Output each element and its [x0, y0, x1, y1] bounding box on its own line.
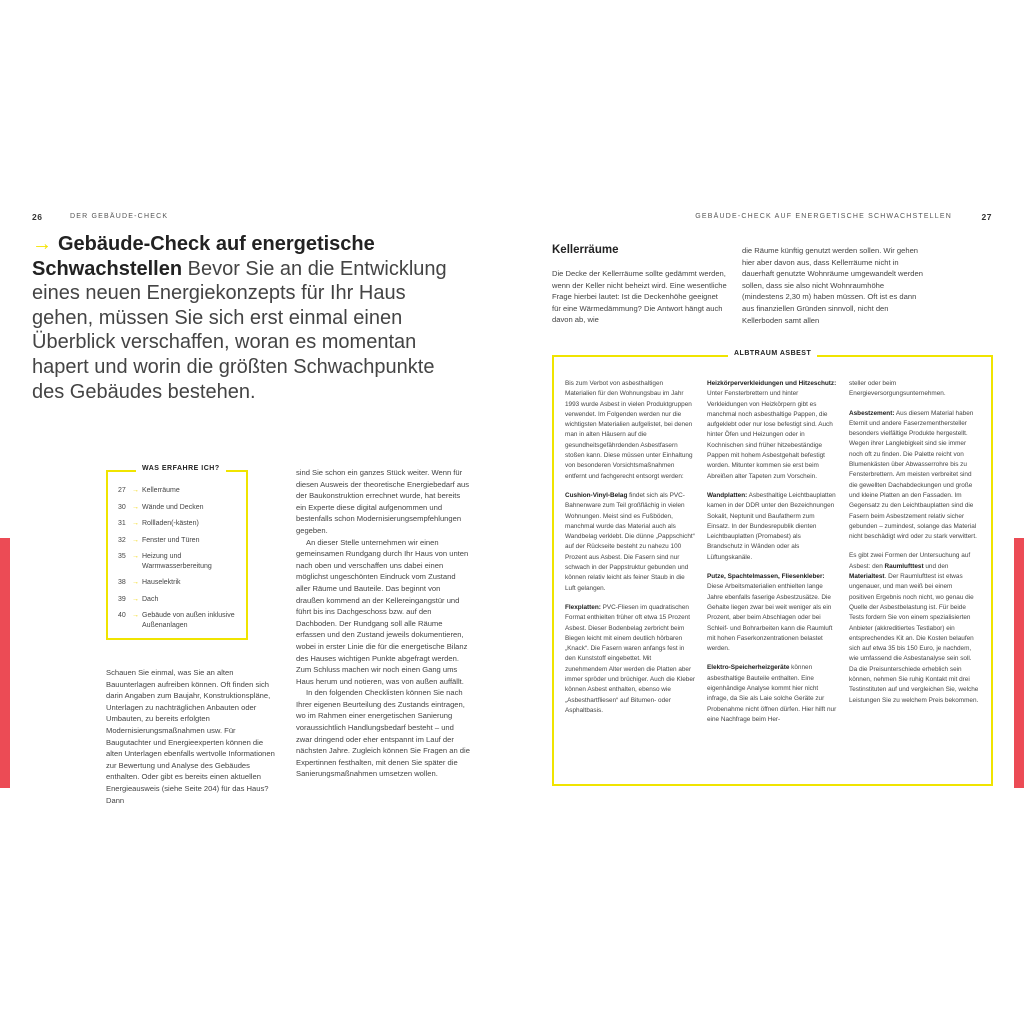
toc-item-label: Heizung und Warmwasserbereitung [142, 553, 212, 570]
box-paragraph-heading: Cushion-Vinyl-Belag [565, 491, 628, 499]
left-page-number: 26 [32, 212, 43, 222]
toc-item-page: 35 [118, 553, 126, 560]
right-running-head: GEBÄUDE-CHECK AUF ENERGETISCHE SCHWACHSTELLEN [695, 213, 952, 220]
box-paragraph-text: findet sich als PVC-Bahnenware zum Teil großflächig in vielen Wohnungen. Meist sind es Fußböden, manchmal wurde das Material auch als Wandbelag verklebt. Die dünne „Pappschicht“ auf der Rückseite besteht zu nahezu 100 Prozent aus Asbest. Die Fasern sind nur schwach in der Pappstruktur gebunden und können relativ leicht als feiner Staub in die Luft gelangen. [565, 491, 695, 592]
toc-item-label: Gebäude von außen inklusive Außenanlagen [142, 612, 235, 629]
intro-title: Gebäude-Check auf energetische Schwachstellen [32, 233, 375, 280]
box-paragraph-heading: Flexplatten: [565, 603, 601, 611]
box-paragraph-heading: Putze, Spachtelmassen, Fliesenkleber: [707, 573, 825, 581]
box-paragraph-text: Diese Arbeitsmaterialien enthielten lange Jahre ebenfalls faserige Asbestzusätze. Die Gehalte liegen zwar bei weit weniger als ein Prozent, aber beim Abschlagen oder bei Schleif- und Bohrarbeiten kann die Raumluft mit hohen Faserkonzentrationen belastet werden. [707, 583, 833, 653]
toc-item-label: Rollladen(-kästen) [142, 520, 199, 527]
toc-item [118, 595, 238, 605]
box-paragraph-text: Asbesthaltige Leichtbauplatten kamen in der DDR unter den Bezeichnungen Sokalit, Neptunit und Baufatherm zum Einsatz. In der Bundesrepublik dienten Leichtbauplatten (Promabest) als Brandschutz in Wänden oder als Lüftungskanäle. [707, 491, 836, 561]
box-paragraph-text: können asbesthaltige Bauteile enthalten. Eine eigenhändige Analyse kommt hier nicht infrage, da Sie als Laie solche Geräte zur Probenahme nicht öffnen dürfen. Hier hilft nur eine Nachfrage beim Her- [707, 664, 837, 723]
box-paragraph-text: Aus diesem Material haben Eternit und andere Faserzementhersteller besonders vielfältige Produkte hergestellt. Wegen ihrer Langlebigkeit sind sie immer noch oft zu finden. Die Palette reicht von Blumenkästen über Abwasserrohre bis zu Fensterbrettern. Am meisten verbreitet sind die gewellten Dachabdeckungen und große und kleine Platten an den Fassaden. Im Gegensatz zu den Leichtbauplatten sind die Fasern beim Asbestzement relativ sicher gebunden – zumindest, solange das Material nicht beschädigt wird oder zu stark verwittert. [849, 409, 977, 541]
arrow-right-icon: → [132, 536, 139, 544]
box-paragraph-heading: Wandplatten: [707, 491, 748, 499]
box-paragraph-text: . Der Raumlufttest ist etwas ungenauer, und man weiß bei einem positiven Ergebnis noch nicht, wo genau die Quelle der Asbestbelastung ist. Für beide Tests fordern Sie von einem spezialisierten Anbieter (akkreditiertes Testlabor) ein entsprechendes Kit an. Die Kosten belaufen sich auf etwa 35 bis 150 Euro, je nachdem, wie umfassend die Asbestanalyse sein soll. Da die Preisunterschiede erheblich sein können, nehmen Sie ruhig Kontakt mit drei Testinstituten auf und vergleichen Sie, welche Leistungen Sie zu welchem Preis bekommen. [849, 573, 979, 704]
arrow-right-icon: → [32, 233, 52, 255]
toc-item [118, 486, 238, 496]
body-paragraph: die Räume künftig genutzt werden sollen. Wir gehen hier aber davon aus, dass Kellerräume nicht in dauerhaft genutzte Wohnräume umgewandelt werden sollen, dass sie also nicht Wohnraumhöhe (mindestens 2,30 m) haben müssen. Oft ist es dann aus finanziellen Gründen sinnvoll, nicht den Kellerboden samt allen [742, 246, 923, 325]
box-paragraph [707, 491, 837, 563]
arrow-right-icon: → [132, 487, 139, 494]
toc-list [118, 486, 238, 637]
left-body-column [106, 667, 278, 806]
toc-item-page: 32 [118, 536, 126, 544]
toc-item [118, 578, 238, 588]
middle-body-column [296, 467, 470, 780]
box-paragraph: Bis zum Verbot von asbesthaltigen Materialien für den Wohnungsbau im Jahr 1993 wurde Asbest in vielen Produktgruppen verwendet. Im Folgenden werden nur die wichtigsten Materialien aufgelistet, bei denen man in alten Häusern auf die gesundheitsgefährdenden Asbestfasern stoßen kann. Diese müssen unter Einhaltung von besonderen Vorsichtsmaßnahmen entfernt und fachgerecht entsorgt werden: [565, 380, 693, 480]
asbest-column-1 [565, 379, 695, 725]
box-paragraph [849, 409, 979, 543]
box-paragraph [565, 491, 695, 594]
box-paragraph [565, 603, 695, 716]
toc-item-page: 31 [118, 520, 126, 527]
asbest-column-3 [849, 379, 979, 715]
arrow-right-icon: → [132, 553, 139, 560]
box-paragraph: steller oder beim Energieversorgungsunternehmen. [849, 380, 946, 398]
box-term-raumlufttest: Raumlufttest [884, 562, 924, 570]
toc-item-page: 27 [118, 487, 126, 494]
right-side-tab [1014, 538, 1024, 788]
arrow-right-icon: → [132, 579, 139, 586]
box-term-materialtest: Materialtest [849, 573, 885, 581]
box-paragraph [707, 663, 837, 725]
toc-item-label: Hauselektrik [142, 579, 181, 586]
toc-item [118, 503, 238, 513]
keller-column-2 [742, 245, 924, 326]
toc-item-label: Dach [142, 595, 159, 603]
box-paragraph-text: Unter Fensterbrettern und hinter Verkleidungen von Heizkörpern gibt es manchmal noch asbesthaltige Pappen, die aufgeklebt oder nur lose befestigt sind. Auch hinter Öfen und Heizungen oder in Kochnischen sind früher hitzebeständige Pappen mit hohem Asbestgehalt befestigt worden. Mitunter kommen sie erst beim Abreißen alter Tapeten zum Vorschein. [707, 390, 833, 480]
left-running-head: DER GEBÄUDE-CHECK [70, 213, 169, 220]
toc-item [118, 536, 238, 546]
toc-box-label: WAS ERFAHRE ICH? [136, 465, 226, 472]
body-paragraph: An dieser Stelle unternehmen wir einen gemeinsamen Rundgang durch Ihr Haus von unten nach oben und verschaffen uns dabei einen möglichst ungeschönten Eindruck vom Zustand aller Räume und Bauteile. Das beginnt von draußen kommend an der Kellereingangstür und führt bis ins Dachgeschoss bzw. auf den Dachboden. Der Rundgang soll alle Räume erfassen und den Zustand jeweils dokumentieren, wobei in erster Linie die für die energetische Bilanz des Hauses wichtigen Punkte abgefragt werden. Zum Schluss machen wir noch einen Gang ums Haus herum und notieren, was von außen auffällt. [296, 537, 469, 686]
arrow-right-icon: → [132, 503, 139, 511]
left-side-tab [0, 538, 10, 788]
toc-item-label: Fenster und Türen [142, 536, 200, 544]
intro-text: Bevor Sie an die Entwicklung eines neuen Energiekonzepts für Ihr Haus gehen, müssen Sie sich erst einmal einen Überblick verschaffen, woran es momentan hapert und worin die größten Schwachpunkte des Gebäudes bestehen. [32, 257, 447, 403]
box-paragraph [849, 551, 979, 705]
arrow-right-icon: → [132, 612, 139, 619]
toc-item [118, 611, 238, 630]
toc-item-page: 38 [118, 579, 126, 586]
box-paragraph-heading: Asbestzement: [849, 409, 895, 417]
box-paragraph-text: PVC-Fliesen im quadratischen Format enthielten früher oft etwa 15 Prozent Asbest. Dieser Bodenbelag zerbricht beim Biegen leicht mit einem deutlich hörbaren „Knack“. Die Fasern waren anfangs fest in den Kunststoff eingebettet. Mit zunehmendem Alter werden die Platten aber immer spröder und brüchiger. Auch die Kleber können Asbest enthalten, ebenso wie „Asbesthartfliesen“ auf Bitumen- oder Asphaltbasis. [565, 603, 696, 714]
intro-paragraph [32, 232, 452, 404]
toc-item-page: 39 [118, 595, 126, 603]
keller-column-1 [552, 268, 728, 326]
toc-item-page: 30 [118, 503, 126, 511]
toc-item-page: 40 [118, 612, 126, 619]
asbest-column-2 [707, 379, 837, 734]
box-paragraph-text: und den [923, 562, 949, 570]
body-paragraph: In den folgenden Checklisten können Sie nach Ihrer eigenen Beurteilung des Zustands eintragen, wo im Rahmen einer energetischen Sanierung voraussichtlich Handlungsbedarf besteht – und zwar dringend oder eher entspannt im Lauf der nächsten Jahre. Zugleich können Sie Fragen an die Expertinnen festhalten, mit denen Sie später die Sanierungsmaßnahmen umsetzen wollen. [296, 688, 470, 779]
box-paragraph [707, 379, 837, 482]
right-page-number: 27 [981, 212, 992, 222]
box-paragraph-heading: Heizkörperverkleidungen und Hitzeschutz: [707, 380, 837, 387]
box-paragraph-heading: Elektro-Speicherheizgeräte [707, 664, 790, 672]
body-paragraph: Schauen Sie einmal, was Sie an alten Bauunterlagen aufreiben können. Oft finden sich darin Angaben zum Baujahr, Konstruktionspläne, Unterlagen zu nachträglichen Anbauten oder Umbauten, zu bereits erfolgten Modernisierungsmaßnahmen usw. Für Baugutachter und Energieexperten können die alten Unterlagen ebenfalls wertvolle Informationen zur Bewertung und Analyse des Gebäudes enthalten. Oder gibt es bereits einen aktuellen Energieausweis (siehe Seite 204) für das Haus? Dann [106, 668, 275, 805]
toc-item-label: Wände und Decken [142, 503, 204, 511]
body-paragraph: sind Sie schon ein ganzes Stück weiter. Wenn für diesen Ausweis der theoretische Energiebedarf aus der Baukonstruktion errechnet wurde, hat bereits ein Experte diese digital aufgenommen und bestenfalls schon Modernisierungsempfehlungen gegeben. [296, 468, 470, 535]
toc-item [118, 552, 238, 571]
asbest-box-label: ALBTRAUM ASBEST [728, 350, 817, 357]
section-heading-kellerraeume: Kellerräume [552, 244, 619, 256]
arrow-right-icon: → [132, 520, 139, 527]
body-paragraph: Die Decke der Kellerräume sollte gedämmt werden, wenn der Keller nicht beheizt wird. Eine wesentliche Frage hierbei lautet: Ist die Deckenhöhe geeignet für eine Wärmedämmung? Die Antwort hängt auch davon ab, wie [552, 269, 727, 325]
box-paragraph-text: Es gibt zwei Formen der Untersuchung auf Asbest: den [849, 552, 971, 570]
toc-item [118, 519, 238, 529]
toc-item-label: Kellerräume [142, 487, 180, 494]
arrow-right-icon: → [132, 595, 139, 603]
box-paragraph [707, 572, 837, 654]
